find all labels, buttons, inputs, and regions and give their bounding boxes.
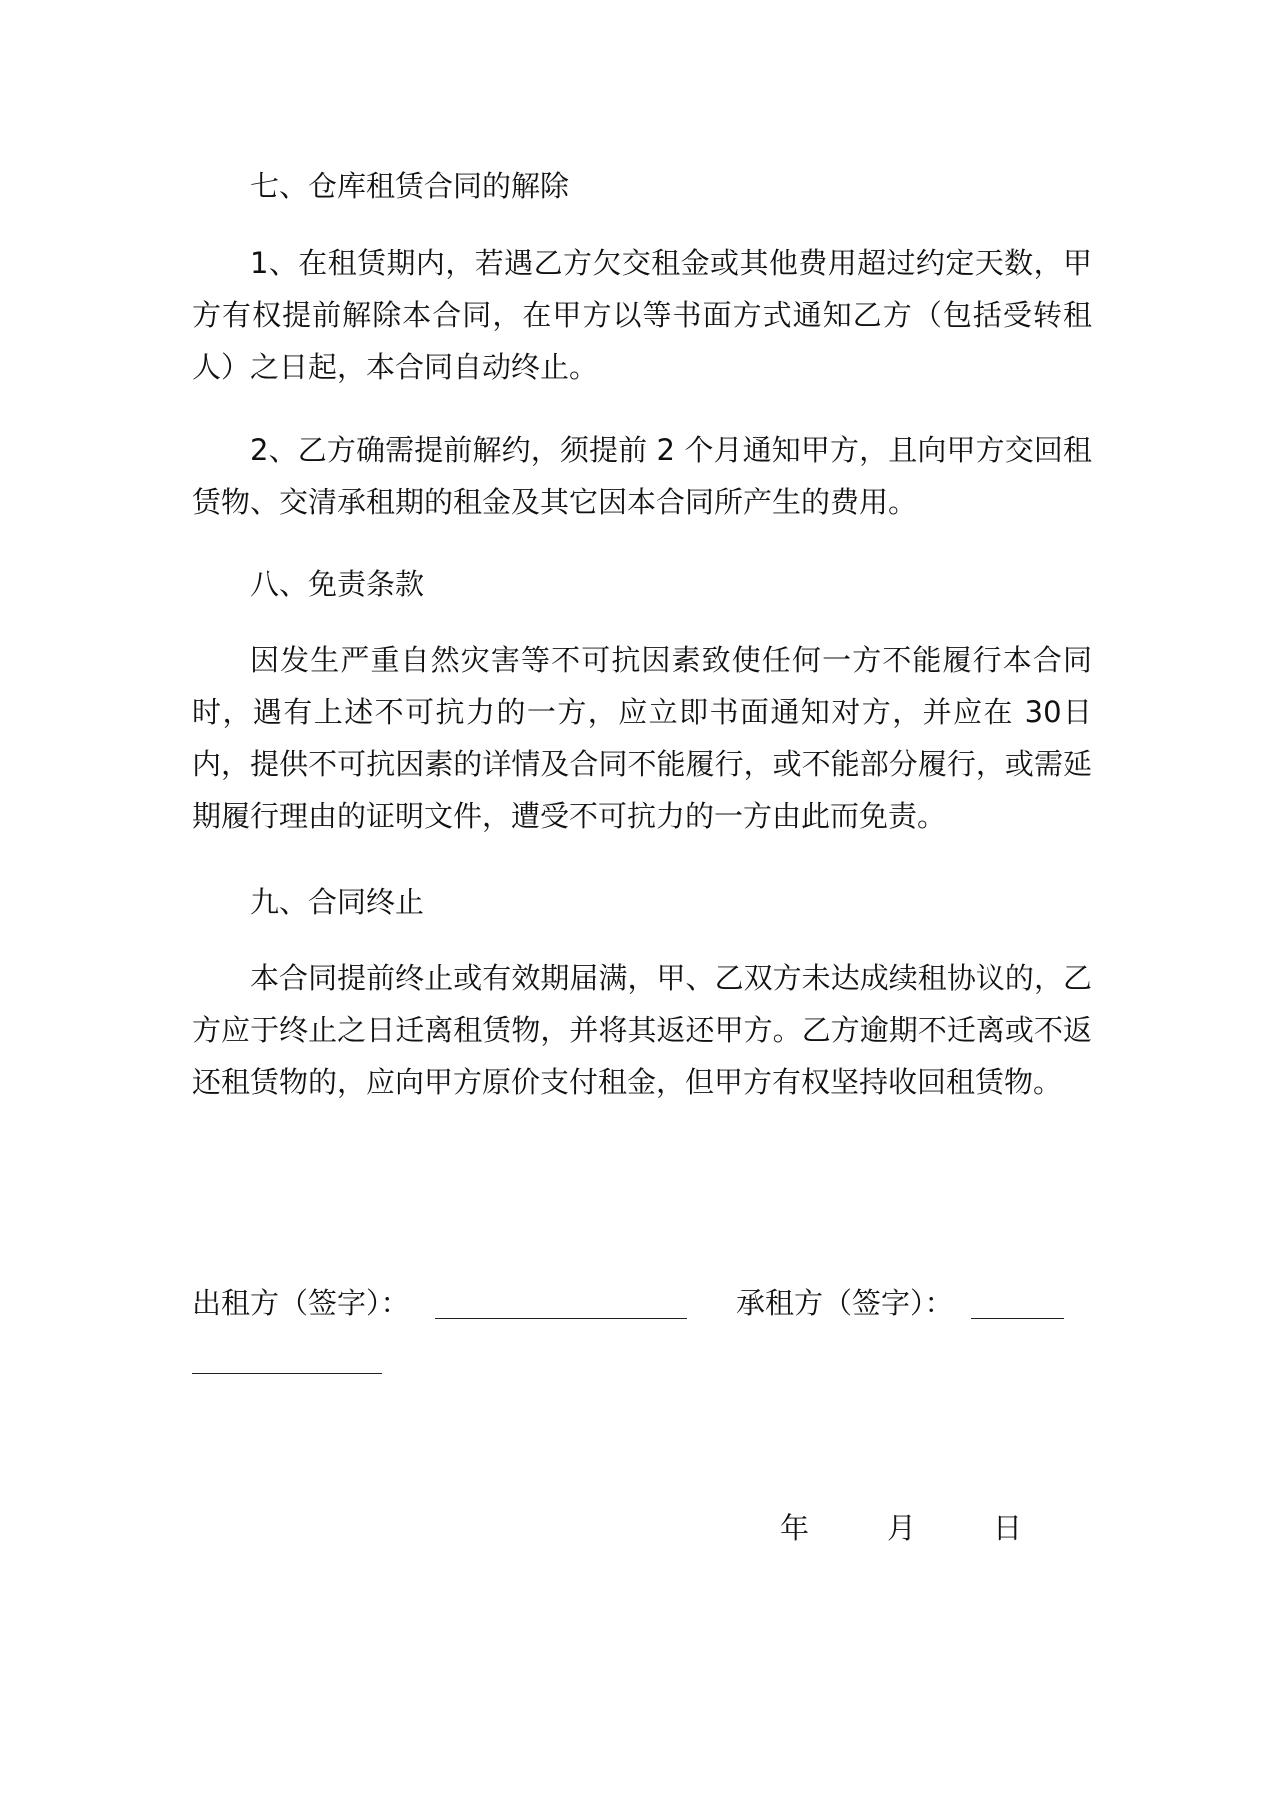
lessor-signature-line [435,1318,687,1319]
date-row [780,1502,1100,1554]
lessee-signature-label: 承租方（签字）： [736,1286,954,1320]
date-day-label: 日 [993,1511,1023,1545]
lessee-signature-line [971,1318,1064,1319]
signature-row [192,1277,1092,1329]
section-9-heading: 九、合同终止 [250,885,425,919]
section-9-body: 本合同提前终止或有效期届满，甲、乙双方未达成续租协议的，乙方应于终止之日迁离租赁物，并将其返还甲方。乙方逾期不迁离或不返还租赁物的，应向甲方原价支付租金，但甲方有权坚持收回租赁物。 [192,961,1092,1099]
section-7-heading: 七、仓库租赁合同的解除 [250,169,570,203]
section-7-clause-2: 2、乙方确需提前解约，须提前 2 个月通知甲方，且向甲方交回租赁物、交清承租期的租金及其它因本合同所产生的费用。 [192,433,1092,519]
section-8-body: 因发生严重自然灾害等不可抗因素致使任何一方不能履行本合同时，遇有上述不可抗力的一方，应立即书面通知对方，并应在 30日内，提供不可抗因素的详情及合同不能履行，或不能部分履行，或需延期履行理由的证明文件，遭受不可抗力的一方由此而免责。 [192,643,1092,833]
lessee-signature-line-continued [192,1373,382,1374]
date-year-label: 年 [780,1511,810,1545]
section-8-heading: 八、免责条款 [250,567,425,601]
section-7-clause-1: 1、在租赁期内，若遇乙方欠交租金或其他费用超过约定天数，甲方有权提前解除本合同，在甲方以等书面方式通知乙方（包括受转租人）之日起，本合同自动终止。 [192,246,1092,384]
lessor-signature-label: 出租方（签字）： [192,1286,410,1320]
date-month-label: 月 [887,1511,917,1545]
